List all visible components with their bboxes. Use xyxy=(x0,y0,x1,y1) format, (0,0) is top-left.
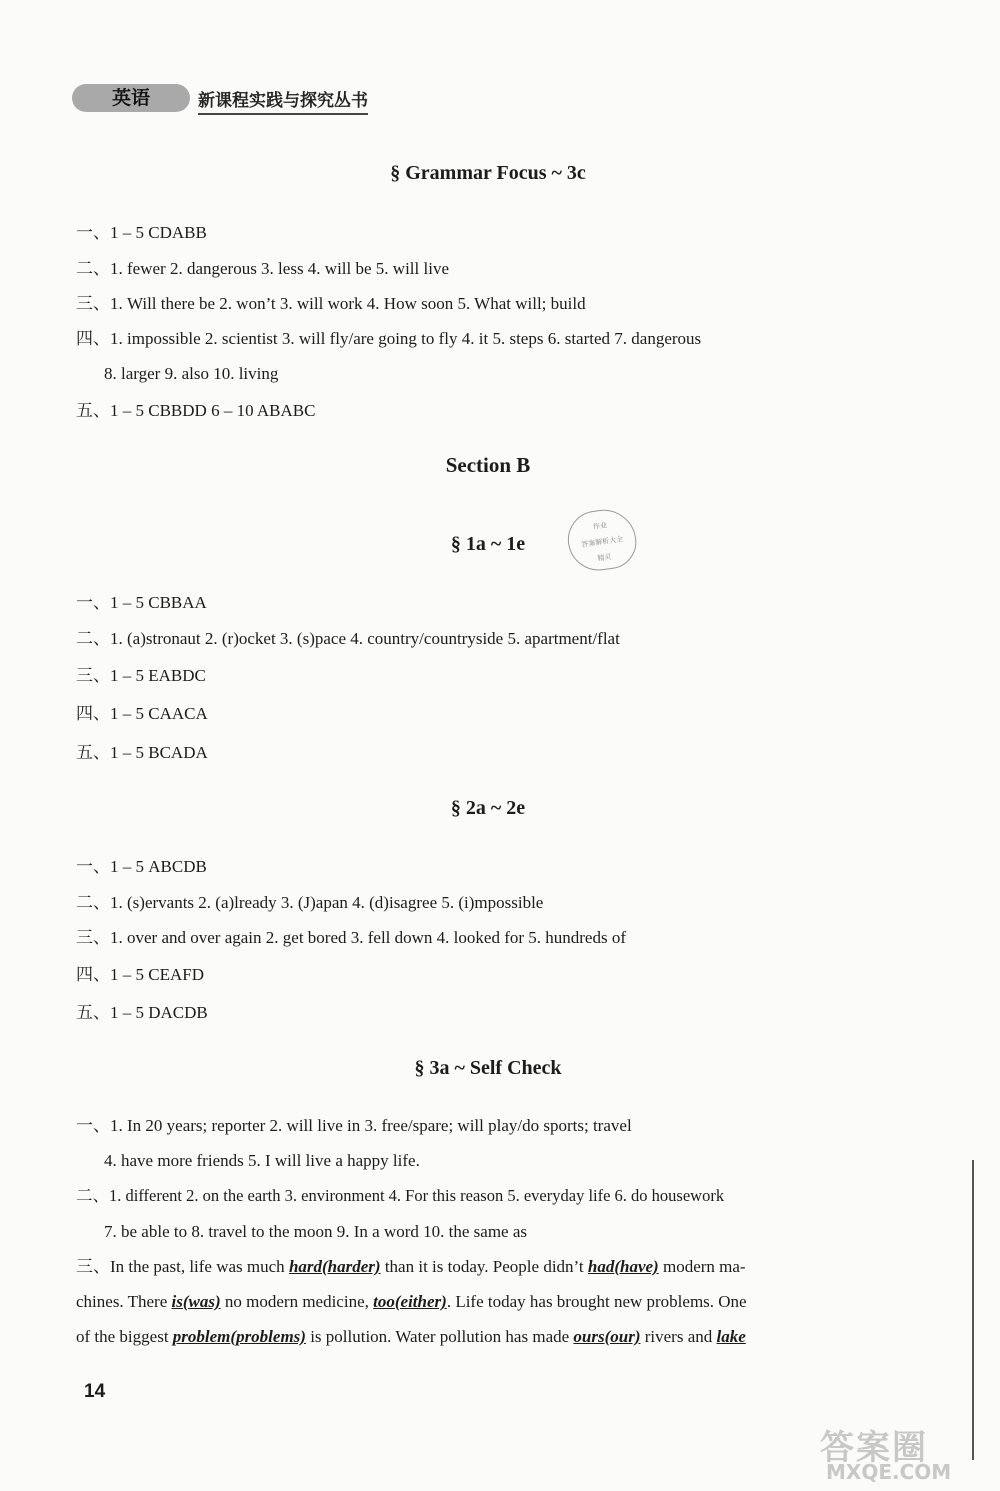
answer-line: 四、1 – 5 CEAFD xyxy=(76,965,204,984)
subject-pill xyxy=(72,84,190,112)
answer-line: 五、1 – 5 CBBDD 6 – 10 ABABC xyxy=(76,401,316,420)
binding-rule xyxy=(972,1160,974,1460)
error-word: hard xyxy=(288,1257,323,1276)
error-word: problem xyxy=(172,1327,231,1346)
error-word: too xyxy=(373,1292,395,1311)
correction-word: (our) xyxy=(604,1327,641,1346)
answer-line: 三、1. over and over again 2. get bored 3. fell down 4. looked for 5. hundreds of xyxy=(76,928,627,947)
error-word: had xyxy=(587,1257,615,1276)
error-word: is xyxy=(171,1292,183,1311)
answer-line: 一、1 – 5 ABCDB xyxy=(76,857,207,876)
stamp-logo: 作业 答案解析大全 精灵 xyxy=(564,506,640,575)
watermark-logo: 答案圈 MXQE.COM xyxy=(820,1428,952,1484)
answer-line: 五、1 – 5 BCADA xyxy=(76,743,208,762)
correction-word: (either) xyxy=(394,1292,447,1311)
answer-line: 三、1. Will there be 2. won’t 3. will work 4. How soon 5. What will; build xyxy=(76,294,586,313)
section-title-3a: § 3a ~ Self Check xyxy=(414,1057,562,1079)
answer-line: 二、1. different 2. on the earth 3. environment 4. For this reason 5. everyday life 6. do housework xyxy=(76,1186,725,1205)
answer-line: 四、1 – 5 CAACA xyxy=(76,704,208,723)
correction-line: of the biggest problem(problems) is pollution. Water pollution has made ours(our) rivers and lake xyxy=(76,1327,746,1346)
answer-line: 二、1. (a)stronaut 2. (r)ocket 3. (s)pace 4. country/countryside 5. apartment/flat xyxy=(76,629,620,648)
error-word: ours xyxy=(573,1327,605,1346)
answer-line: 三、1 – 5 EABDC xyxy=(76,666,206,685)
section-title-grammar-focus: § Grammar Focus ~ 3c xyxy=(390,162,586,184)
series-title: 新课程实践与探究丛书 xyxy=(198,86,368,115)
answer-line: 8. larger 9. also 10. living xyxy=(104,364,279,383)
error-word: lake xyxy=(716,1327,746,1346)
section-title-2a: § 2a ~ 2e xyxy=(450,797,526,819)
correction-line: 三、In the past, life was much hard(harder) than it is today. People didn’t had(have) modern ma- xyxy=(76,1257,746,1276)
answer-line: 二、1. (s)ervants 2. (a)lready 3. (J)apan 4. (d)isagree 5. (i)mpossible xyxy=(76,893,544,912)
correction-word: (problems) xyxy=(230,1327,306,1346)
answer-line: 五、1 – 5 DACDB xyxy=(76,1003,208,1022)
correction-word: (was) xyxy=(182,1292,221,1311)
answer-line: 7. be able to 8. travel to the moon 9. In a word 10. the same as xyxy=(104,1222,527,1241)
section-title-1a: § 1a ~ 1e xyxy=(450,533,526,555)
correction-line: chines. There is(was) no modern medicine, too(either). Life today has brought new problems. One xyxy=(76,1292,747,1311)
answer-line: 一、1 – 5 CDABB xyxy=(76,223,207,242)
running-header xyxy=(72,80,392,116)
section-b-heading: Section B xyxy=(445,453,531,477)
answer-line: 4. have more friends 5. I will live a happy life. xyxy=(104,1151,420,1170)
page-number: 14 xyxy=(84,1381,106,1402)
answer-line: 一、1 – 5 CBBAA xyxy=(76,593,207,612)
answer-line: 四、1. impossible 2. scientist 3. will fly/are going to fly 4. it 5. steps 6. started 7. dangerous xyxy=(76,329,702,348)
subject-label: 英语 xyxy=(111,87,150,109)
answer-line: 二、1. fewer 2. dangerous 3. less 4. will be 5. will live xyxy=(76,259,449,278)
answer-line: 一、1. In 20 years; reporter 2. will live in 3. free/spare; will play/do sports; travel xyxy=(76,1116,632,1135)
correction-word: (have) xyxy=(614,1257,659,1276)
correction-word: (harder) xyxy=(322,1257,381,1276)
